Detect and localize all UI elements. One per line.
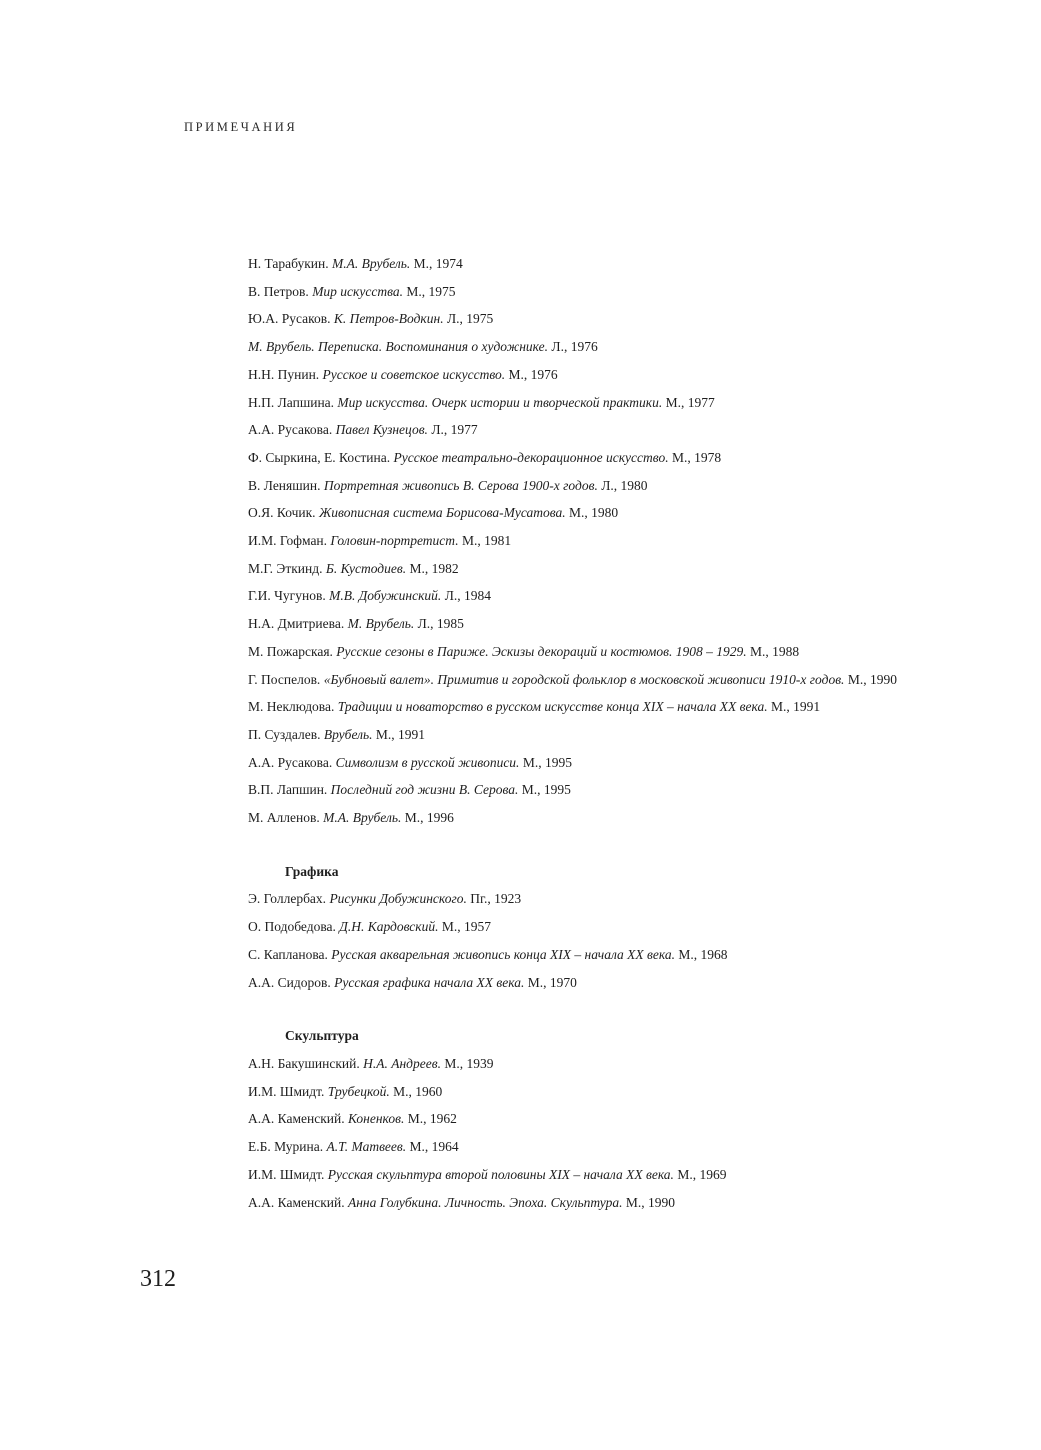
bib-entry xyxy=(248,389,968,417)
entry-imprint: М., 1970 xyxy=(527,974,577,990)
section-heading-graphics: Графика xyxy=(285,863,339,879)
entry-author: В.П. Лапшин. xyxy=(248,782,328,798)
entry-title: Портретная живопись В. Серова 1900-х годов. xyxy=(323,477,598,493)
entry-imprint: М., 1995 xyxy=(522,754,572,770)
entry-title: Традиции и новаторство в русском искусстве конца XIX – начала XX века. xyxy=(337,699,768,715)
entry-title: Павел Кузнецов. xyxy=(335,422,428,438)
entry-imprint: М., 1990 xyxy=(625,1194,676,1210)
entry-imprint: М., 1978 xyxy=(671,449,722,465)
entry-imprint: М., 1974 xyxy=(413,256,463,271)
bib-entry xyxy=(248,499,968,527)
bib-entry xyxy=(248,278,968,306)
entry-author: М. Алленов. xyxy=(248,810,320,826)
entry-author: А.А. Каменский. xyxy=(248,1194,345,1210)
entry-author: Э. Голлербах. xyxy=(248,891,327,907)
entry-author: М. Пожарская. xyxy=(248,643,333,659)
entry-imprint: Л., 1977 xyxy=(431,422,478,438)
entry-imprint: Л., 1976 xyxy=(551,339,598,355)
entry-title: А.Т. Матвеев. xyxy=(326,1139,407,1155)
entry-imprint: М., 1964 xyxy=(409,1139,459,1155)
entry-author: Г. Поспелов. xyxy=(248,671,321,687)
bib-entry xyxy=(248,913,968,941)
entry-title: Мир искусства. Очерк истории и творческой практики. xyxy=(337,394,663,410)
entry-title: Б. Кустодиев. xyxy=(325,560,407,576)
entry-imprint: М., 1968 xyxy=(678,946,728,962)
bib-entry xyxy=(248,305,968,333)
entry-title: Врубель. xyxy=(323,726,373,742)
entry-imprint: М., 1996 xyxy=(404,810,454,826)
entry-author: Н.А. Дмитриева. xyxy=(248,616,345,632)
page-number: 312 xyxy=(140,1266,176,1292)
entry-title: «Бубновый валет». Примитив и городской фольклор в московской живописи 1910-х годов. xyxy=(323,671,845,687)
entry-title: Мир искусства. xyxy=(312,283,403,299)
entry-author: И.М. Шмидт. xyxy=(248,1166,325,1182)
entry-imprint: Пг., 1923 xyxy=(470,891,522,907)
entry-title: Последний год жизни В. Серова. xyxy=(330,782,519,798)
entry-title: Головин-портретист. xyxy=(330,533,459,549)
bib-entry xyxy=(248,749,968,777)
entry-author: М.Г. Эткинд. xyxy=(248,560,323,576)
entry-imprint: Л., 1975 xyxy=(446,311,494,327)
entry-imprint: М., 1969 xyxy=(677,1166,727,1182)
bib-entry xyxy=(248,885,968,913)
bib-entry xyxy=(248,416,968,444)
entry-imprint: М., 1991 xyxy=(375,726,426,742)
entry-title: Коненков. xyxy=(347,1111,405,1127)
entry-imprint: Л., 1984 xyxy=(444,588,491,604)
entry-imprint: М., 1962 xyxy=(407,1111,457,1127)
entry-imprint: М., 1975 xyxy=(406,283,456,299)
bib-entry xyxy=(248,1078,968,1106)
bib-entry xyxy=(248,610,968,638)
entry-author: И.М. Шмидт. xyxy=(248,1083,325,1099)
bib-entry xyxy=(248,582,968,610)
entry-author: А.А. Русакова. xyxy=(248,754,333,770)
section-heading-sculpture: Скульптура xyxy=(285,1028,359,1044)
bib-entry xyxy=(248,693,932,721)
entry-author: О. Подобедова. xyxy=(248,919,336,935)
entry-author: И.М. Гофман. xyxy=(248,533,328,549)
entry-title: Рисунки Добужинского. xyxy=(329,891,467,907)
entry-imprint: Л., 1980 xyxy=(601,477,648,493)
entry-author: В. Петров. xyxy=(248,283,309,299)
bibliography-list xyxy=(248,250,968,1216)
running-head: ПРИМЕЧАНИЯ xyxy=(184,120,298,134)
bib-entry xyxy=(248,776,968,804)
entry-title: М.А. Врубель. xyxy=(332,256,411,271)
entry-title: Русская акварельная живопись конца XIX – начала XX века. xyxy=(331,946,675,962)
bib-entry xyxy=(248,666,932,694)
entry-title: К. Петров-Водкин. xyxy=(333,311,444,327)
bib-entry xyxy=(248,804,968,832)
entry-author: Н.П. Лапшина. xyxy=(248,394,335,410)
entry-title: Анна Голубкина. Личность. Эпоха. Скульптура. xyxy=(347,1194,623,1210)
entry-imprint: М., 1977 xyxy=(665,394,715,410)
entry-title: Русское театрально-декорационное искусство. xyxy=(393,449,669,465)
entry-title: Трубецкой. xyxy=(327,1083,390,1099)
bib-entry xyxy=(248,941,968,969)
bib-entry xyxy=(248,1161,968,1189)
entry-imprint: М., 1990 xyxy=(847,671,897,687)
bib-entry xyxy=(248,444,968,472)
bib-entry xyxy=(248,250,968,278)
bib-entry xyxy=(248,333,968,361)
entry-author: О.Я. Кочик. xyxy=(248,505,316,521)
bib-entry xyxy=(248,1050,968,1078)
entry-title: М.В. Добужинский. xyxy=(329,588,442,604)
entry-title: Символизм в русской живописи. xyxy=(335,754,520,770)
entry-author: Ю.А. Русаков. xyxy=(248,311,331,327)
entry-title: Н.А. Андреев. xyxy=(363,1055,441,1071)
entry-title: Русское и советское искусство. xyxy=(322,366,506,382)
entry-imprint: М., 1991 xyxy=(770,699,821,715)
entry-imprint: М., 1982 xyxy=(409,560,459,576)
entry-title: Русские сезоны в Париже. Эскизы декораций и костюмов. 1908 – 1929. xyxy=(336,643,747,659)
entry-author: А.Н. Бакушинский. xyxy=(248,1055,360,1071)
entry-title: Русская скульптура второй половины XIX – начала XX века. xyxy=(327,1166,674,1182)
bib-entry xyxy=(248,472,968,500)
bib-entry xyxy=(248,555,968,583)
entry-author: П. Суздалев. xyxy=(248,726,321,742)
entry-imprint: М., 1939 xyxy=(444,1055,494,1071)
entry-imprint: М., 1976 xyxy=(508,366,558,382)
entry-author: А.А. Каменский. xyxy=(248,1111,345,1127)
entry-title: М.А. Врубель. xyxy=(323,810,402,826)
entry-author: Г.И. Чугунов. xyxy=(248,588,326,604)
bib-entry xyxy=(248,1105,968,1133)
entry-imprint: М., 1995 xyxy=(521,782,571,798)
entry-author: В. Леняшин. xyxy=(248,477,321,493)
bib-entry xyxy=(248,638,968,666)
entry-imprint: М., 1980 xyxy=(568,505,619,521)
bib-entry xyxy=(248,1133,968,1161)
entry-imprint: М., 1981 xyxy=(461,533,512,549)
bib-entry xyxy=(248,361,968,389)
entry-author: Е.Б. Мурина. xyxy=(248,1139,324,1155)
entry-author: А.А. Сидоров. xyxy=(248,974,331,990)
entry-imprint: М., 1960 xyxy=(393,1083,443,1099)
entry-title: Д.Н. Кардовский. xyxy=(339,919,439,935)
entry-imprint: Л., 1985 xyxy=(417,616,464,632)
entry-author: А.А. Русакова. xyxy=(248,422,333,438)
bib-entry xyxy=(248,1189,968,1217)
entry-title: М. Врубель. Переписка. Воспоминания о художнике. xyxy=(248,339,549,355)
bib-entry xyxy=(248,969,968,997)
entry-author: С. Капланова. xyxy=(248,946,328,962)
entry-imprint: М., 1957 xyxy=(441,919,492,935)
entry-title: Живописная система Борисова-Мусатова. xyxy=(318,505,566,521)
bib-entry xyxy=(248,527,968,555)
entry-author: Н. Тарабукин. xyxy=(248,256,329,271)
entry-author: Ф. Сыркина, Е. Костина. xyxy=(248,449,391,465)
entry-author: Н.Н. Пунин. xyxy=(248,366,320,382)
entry-imprint: М., 1988 xyxy=(749,643,800,659)
entry-author: М. Неклюдова. xyxy=(248,699,335,715)
entry-title: Русская графика начала XX века. xyxy=(334,974,525,990)
bib-entry xyxy=(248,721,968,749)
entry-title: М. Врубель. xyxy=(347,616,415,632)
